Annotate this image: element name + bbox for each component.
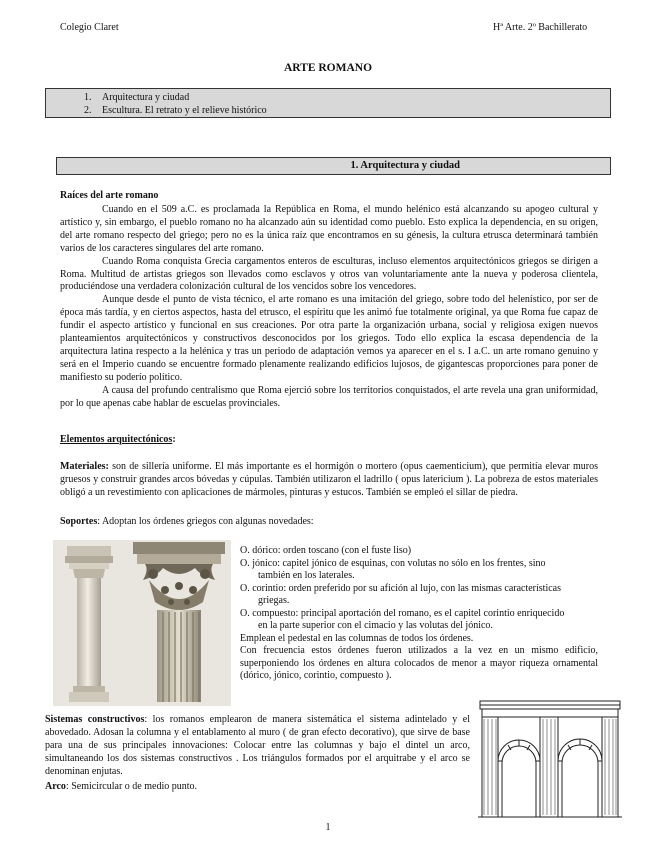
orders-frecuencia: Con frecuencia estos órdenes fueron utilizados a la vez en un mismo edificio, superponiendo los órdenes en altura colocados de menor a mayor riqueza ornamental (dórico, jónico, corintio, compuesto ).: [240, 645, 598, 681]
order-ionic-cont: también en los laterales.: [258, 570, 355, 581]
subheading-elementos-text: Elementos arquitectónicos: [60, 434, 173, 445]
corinthian-column-icon: [133, 542, 225, 702]
paragraph: A causa del profundo centralismo que Roma ejerció sobre los territorios conquistados, el arte revela una gran uniformidad, por lo que apenas cabe hablar de escuelas provinciales.: [60, 384, 598, 409]
paragraph: Cuando Roma conquista Grecia cargamentos enteros de esculturas, incluso elementos arquitectónicos griegos se dirigen a Roma. Multitud de artistas griegos son llevados como esclavos y otros van voluntariamente ante la nueva y poderosa clientela, produciéndose una verdadera colonización cultural de los vencidos sobre los vencedores.: [60, 255, 598, 293]
materiales-label: Materiales:: [60, 461, 109, 472]
soportes-text: : Adoptan los órdenes griegos con algunas novedades:: [97, 516, 314, 527]
order-composite-cont: en la parte superior con el cimacio y las volutas del jónico.: [258, 620, 493, 631]
sistemas-text: : los romanos emplearon de manera sistemática el sistema adintelado y el abovedado. Adosan la columna y el entablamento al muro ( de gran efecto decorativo), que sirve de base para una de sus principales innovaciones: Colocar entre las columnas y bajo el dintel un arco, simultaneando los dos sistemas constructivos . Los triángulos formados por el arquitrabe y el arco se denominan enjutas.: [45, 714, 470, 777]
order-corinthian: O. corintio: orden preferido por su afición al lujo, con las mismas características: [240, 582, 562, 594]
paragraph: Cuando en el 509 a.C. es proclamada la República en Roma, el mundo helénico está alcanzando su apogeo cultural y artístico y, sin embargo, el pueblo romano no ha alcanzado aún su identidad como pueblo. Esto explica la dependencia, en su origen, del arte romano respecto del griego; pero no es la única raíz que encontramos en su génesis, la cultura etrusca determinará también varios de los caracteres singulares del arte romano.: [60, 204, 598, 254]
order-doric: O. dórico: orden toscano (con el fuste liso): [240, 545, 412, 556]
page-number: 1: [325, 822, 331, 833]
soportes-label: Soportes: [60, 516, 98, 527]
toc-item-label: Arquitectura y ciudad: [102, 92, 190, 103]
raices-body: [60, 204, 598, 411]
orders-list: [240, 545, 598, 683]
tuscan-column-icon: [65, 546, 113, 702]
sistemas-paragraph: [45, 714, 470, 779]
toc-item: [84, 91, 610, 104]
orders-pedestal: Emplean el pedestal en las columnas de todos los órdenes.: [240, 632, 474, 644]
toc-item: [84, 104, 610, 117]
toc-item-label: Escultura. El retrato y el relieve histórico: [102, 105, 267, 116]
subheading-elementos: [60, 434, 176, 447]
arco-text: : Semicircular o de medio punto.: [65, 781, 198, 792]
sistemas-label: Sistemas constructivos: [45, 714, 145, 725]
materiales-paragraph: [60, 461, 598, 500]
table-of-contents: [45, 88, 611, 118]
order-ionic: O. jónico: capitel jónico de esquinas, con volutas no sólo en los frentes, sino: [240, 557, 546, 569]
section-heading: 1. Arquitectura y ciudad: [56, 157, 611, 175]
header-course: Hª Arte. 2º Bachillerato: [493, 22, 588, 33]
page-title: ARTE ROMANO: [283, 62, 373, 74]
subheading-raices: Raíces del arte romano: [60, 190, 159, 201]
roman-arch-image: [474, 697, 624, 823]
arco-paragraph: [45, 781, 470, 794]
toc-item-number: 2.: [84, 105, 92, 116]
paragraph: Aunque desde el punto de vista técnico, el arte romano es una imitación del griego, sobre todo del helenístico, por ser de época más tardía, y en ciertos aspectos, hasta del etrusco, el espíritu que les animó fue totalmente original, ya que Roma fue capaz de fundir el aspecto artístico y funcional en sus creaciones. Por otra parte la organización urbana, social y religiosa exigen nuevos planteamientos arquitectónicos y constructivos desconocidos por los griegos. Todo ello explica la escasa dependencia de la arquitectura latina respecto a la helénica y tras un periodo de adaptación vemos ya aparecer en el s. I a.C. un arte romano genuino y será en el Imperio cuando se encuentre formado plenamente realizando edificios lujosos, de gigantescas proporciones para poner de manifiesto su poderío político.: [60, 294, 598, 383]
header-school: Colegio Claret: [60, 22, 119, 33]
order-composite: O. compuesto: principal aportación del romano, es el capitel corintio enriquecido: [240, 607, 565, 619]
toc-item-number: 1.: [84, 92, 92, 103]
materiales-text: son de sillería uniforme. El más importante es el hormigón o mortero (opus caementicium), que permitía elevar muros gruesos y construir grandes arcos bóvedas y cúpulas. También utilizaron el ladrillo ( opus latericium ). La pobreza de estos materiales obligó a un revestimiento con aplicaciones de mármoles, pinturas y estucos. También se empleó el sillar de piedra.: [60, 461, 598, 498]
soportes-paragraph: [60, 516, 598, 529]
subheading-colon: :: [172, 434, 176, 445]
order-corinthian-cont: griegas.: [258, 595, 290, 606]
roman-arch-illustration: [474, 697, 624, 823]
roman-columns-illustration: [53, 540, 231, 706]
roman-orders-image: [53, 540, 231, 706]
arco-label: Arco: [45, 781, 66, 792]
